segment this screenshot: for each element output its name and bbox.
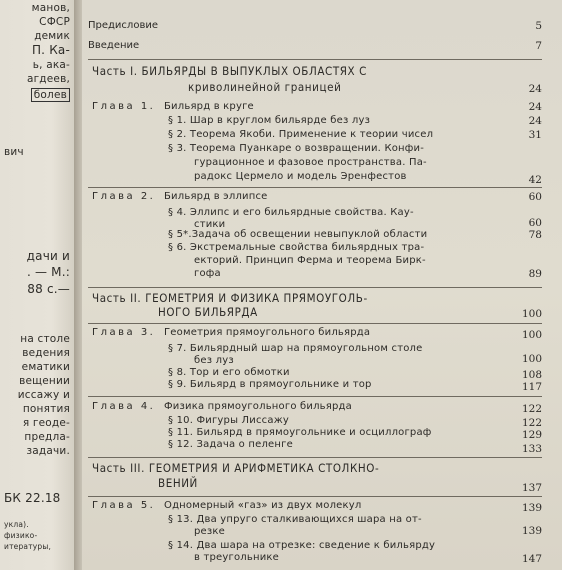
section-title-line2: без луз [194,355,234,366]
left-fragment: дачи и [26,249,70,263]
chapter-title: Физика прямоугольного бильярда [164,401,352,412]
entry-page: 122 [521,403,542,415]
section-title-line1: § 4. Эллипс и его бильярдные свойства. Кау- [168,207,414,218]
divider [88,496,542,497]
left-fragment: . — М.: [26,265,70,279]
chapter-title: Бильярд в круге [164,101,254,112]
entry-page: 78 [528,229,542,241]
chapter-label: Глава 5. [92,500,156,511]
left-fragment: вич [4,146,24,158]
entry-page: 5 [535,20,542,32]
entry-page: 133 [521,443,542,455]
divider [88,457,542,458]
entry-page: 129 [521,429,542,441]
left-fragment: 88 с.— [27,282,70,296]
entry-page: 31 [528,129,542,141]
left-fragment: болев [31,88,70,102]
entry-page: 139 [521,525,542,537]
entry-page: 60 [528,191,542,203]
section-title-line2: резке [194,526,226,537]
section-title: § 12. Задача о пеленге [168,439,293,450]
section-title-line1: § 6. Экстремальные свойства бильярдных тра- [168,242,425,253]
section-title-line2: екторий. Принцип Ферма и теорема Бирк- [194,255,426,266]
section-title-line1: § 7. Бильярдный шар на прямоугольном столе [168,343,423,354]
entry-page: 24 [528,83,542,95]
left-fragment: агдеев, [26,73,70,85]
part-title-line2: НОГО БИЛЬЯРДА [158,305,258,319]
section-title-line1: § 14. Два шара на отрезке: сведение к бильярду [168,540,436,551]
part-title-line1: Часть II. ГЕОМЕТРИЯ И ФИЗИКА ПРЯМОУГОЛЬ- [92,291,368,305]
chapter-title: Геометрия прямоугольного бильярда [164,327,371,338]
divider [88,396,542,397]
left-fragment: физико- [4,531,38,540]
entry-page: 147 [521,553,542,565]
chapter-label: Глава 4. [92,401,156,412]
chapter-label: Глава 3. [92,327,156,338]
entry-title: Предисловие [88,20,158,31]
chapter-title: Бильярд в эллипсе [164,191,268,202]
entry-page: 137 [521,482,542,494]
left-fragment: вещении [19,375,70,387]
left-fragment: П. Ка- [31,43,70,57]
left-fragment: я геоде- [22,417,70,429]
left-fragment: итературы, [4,542,52,551]
part-title-line2: криволинейной границей [188,80,342,94]
chapter-label: Глава 2. [92,191,156,202]
left-fragment: понятия [22,403,70,415]
part-title-line1: Часть I. БИЛЬЯРДЫ В ВЫПУКЛЫХ ОБЛАСТЯХ С [92,64,367,78]
left-fragment: СФСР [39,16,70,28]
entry-page: 139 [521,502,542,514]
section-title: § 2. Теорема Якоби. Применение к теории чисел [168,129,434,140]
left-fragment: укла). [4,520,29,529]
entry-page: 122 [521,417,542,429]
left-fragment: иссажу и [17,389,70,401]
entry-page: 108 [521,369,542,381]
section-title: § 11. Бильярд в прямоугольнике и осциллограф [168,427,432,438]
section-title: § 10. Фигуры Лиссажу [168,415,290,426]
left-fragment: ведения [22,347,70,359]
section-title: § 5*.Задача об освещении невыпуклой области [168,229,428,240]
left-fragment: ематики [21,361,70,373]
part-title-line2: ВЕНИЙ [158,476,198,490]
part-title-line1: Часть III. ГЕОМЕТРИЯ И АРИФМЕТИКА СТОЛКНО- [92,461,380,475]
entry-title: Введение [88,40,140,51]
chapter-label: Глава 1. [92,101,156,112]
section-title-line3: радокс Цермело и модель Эренфестов [194,171,407,182]
entry-page: 60 [528,217,542,229]
divider [88,59,542,60]
previous-page-strip [0,0,74,570]
left-fragment: БК 22.18 [4,491,61,505]
section-title: § 8. Тор и его обмотки [168,367,290,378]
entry-page: 100 [521,308,542,320]
divider [88,323,542,324]
divider [88,287,542,288]
left-fragment: манов, [31,2,70,14]
divider [88,187,542,188]
entry-page: 100 [521,329,542,341]
left-fragment: задачи. [26,445,70,457]
entry-page: 100 [521,353,542,365]
left-fragment: на столе [20,333,70,345]
section-title: § 9. Бильярд в прямоугольнике и тор [168,379,372,390]
section-title-line1: § 3. Теорема Пуанкаре о возвращении. Конфи- [168,143,425,154]
section-title-line2: гурационное и фазовое пространства. Па- [194,157,427,168]
left-fragment: ь, ака- [32,59,70,71]
entry-page: 42 [528,174,542,186]
entry-page: 24 [528,101,542,113]
section-title-line1: § 13. Два упруго сталкивающихся шара на от- [168,514,422,525]
left-fragment: демик [34,30,70,42]
section-title-line2: в треугольнике [194,552,280,563]
entry-page: 117 [521,381,542,393]
chapter-title: Одномерный «газ» из двух молекул [164,500,362,511]
toc-page [82,0,562,570]
entry-page: 24 [528,115,542,127]
left-fragment: предла- [24,431,70,443]
section-title: § 1. Шар в круглом бильярде без луз [168,115,371,126]
entry-page: 7 [535,40,542,52]
section-title-line2: стики [194,219,226,230]
entry-page: 89 [528,268,542,280]
section-title-line3: гофа [194,268,221,279]
